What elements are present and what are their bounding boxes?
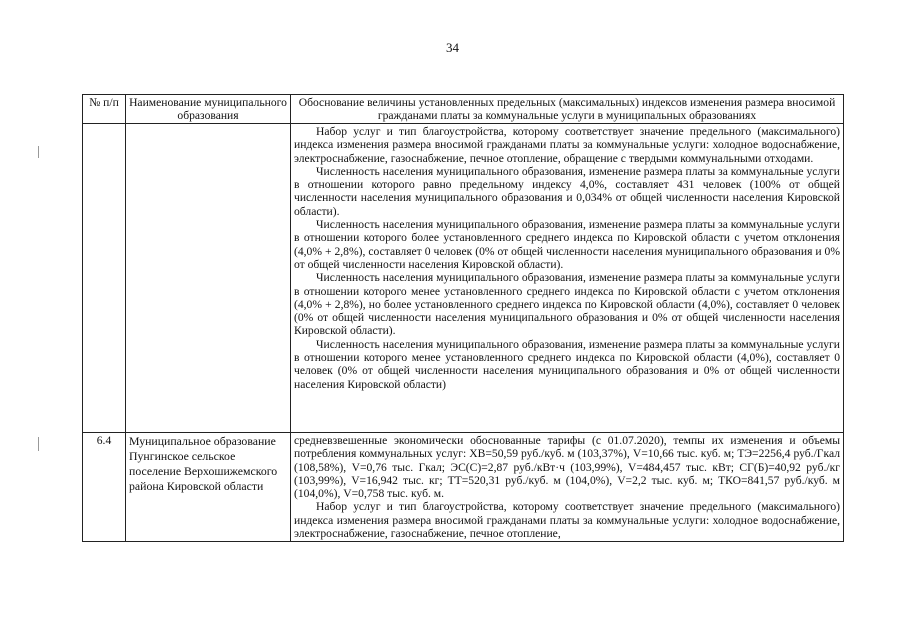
row-justification: [291, 433, 844, 542]
header-justification: Обоснование величины установленных предельных (максимальных) индексов изменения размера вносимой гражданами платы за коммунальные услуги в муниципальных образованиях: [291, 95, 844, 124]
table-row: [83, 433, 844, 542]
justification-paragraph: Набор услуг и тип благоустройства, которому соответствует значение предельного (максимального) индекса изменения размера вносимой гражданами платы за коммунальные услуги: холодное водоснабжение, электроснабжение, газоснабжение, печное отопление,: [294, 500, 840, 541]
row-municipality: [126, 124, 291, 433]
row-municipality: Муниципальное образование Пунгинское сельское поселение Верхошижемского района Кировской области: [126, 433, 291, 542]
page-number: 34: [446, 40, 459, 55]
justification-paragraph: Численность населения муниципального образования, изменение размера платы за коммунальные услуги в отношении которого менее установленного среднего индекса по Кировской области с учетом отклонения (4,0% + 2,8%), но более установленного среднего индекса по Кировской области (4,0%), составляет 0 человек (0% от общей численности населения муниципального образования и 0% от общей численности населения Кировской области).: [294, 271, 840, 338]
tariff-index-table: [82, 94, 844, 542]
scan-margin-mark: [38, 146, 39, 158]
justification-paragraph: средневзвешенные экономически обоснованные тарифы (с 01.07.2020), темпы их изменения и объемы потребления коммунальных услуг: ХВ=50,59 руб./куб. м (103,37%), V=10,66 тыс. куб. м; ТЭ=2256,4 руб./Гкал (108,58%), V=0,76 тыс. Гкал; ЭС(С)=2,87 руб./кВт·ч (103,99%), V=484,457 тыс. кВт; СГ(Б)=40,92 руб./кг (103,99%), V=16,942 тыс. кг; ТТ=520,31 руб./куб. м (104,0%), V=2,2 тыс. куб. м; ТКО=841,57 руб./куб. м (104,0%), V=0,758 тыс. куб. м.: [294, 434, 840, 501]
justification-paragraph: Численность населения муниципального образования, изменение размера платы за коммунальные услуги в отношении которого менее установленного среднего индекса по Кировской области (4,0%), составляет 0 человек (0% от общей численности населения муниципального образования и 0% от общей численности населения Кировской области): [294, 337, 840, 391]
justification-paragraph: Численность населения муниципального образования, изменение размера платы за коммунальные услуги в отношении которого более установленного среднего индекса по Кировской области с учетом отклонения (4,0% + 2,8%), составляет 0 человек (0% от общей численности населения муниципального образования и 0% от общей численности населения Кировской области).: [294, 218, 840, 271]
header-municipality: Наименование муниципального образования: [126, 95, 291, 124]
scan-margin-mark: [38, 437, 39, 451]
row-number: [83, 124, 126, 433]
row-justification: [291, 124, 844, 433]
header-number: № п/п: [83, 95, 126, 124]
table-header-row: [83, 95, 844, 124]
justification-paragraph: Набор услуг и тип благоустройства, которому соответствует значение предельного (максимального) индекса изменения размера вносимой гражданами платы за коммунальные услуги: холодное водоснабжение, электроснабжение, газоснабжение, печное отопление, обращение с твердыми коммунальными отходами.: [294, 125, 840, 165]
justification-paragraph: Численность населения муниципального образования, изменение размера платы за коммунальные услуги в отношении которого равно предельному индексу 4,0%, составляет 431 человек (100% от общей численности населения муниципального образования и 0,034% от общей численности населения Кировской области).: [294, 164, 840, 218]
table-row: [83, 124, 844, 433]
row-number: 6.4: [83, 433, 126, 542]
